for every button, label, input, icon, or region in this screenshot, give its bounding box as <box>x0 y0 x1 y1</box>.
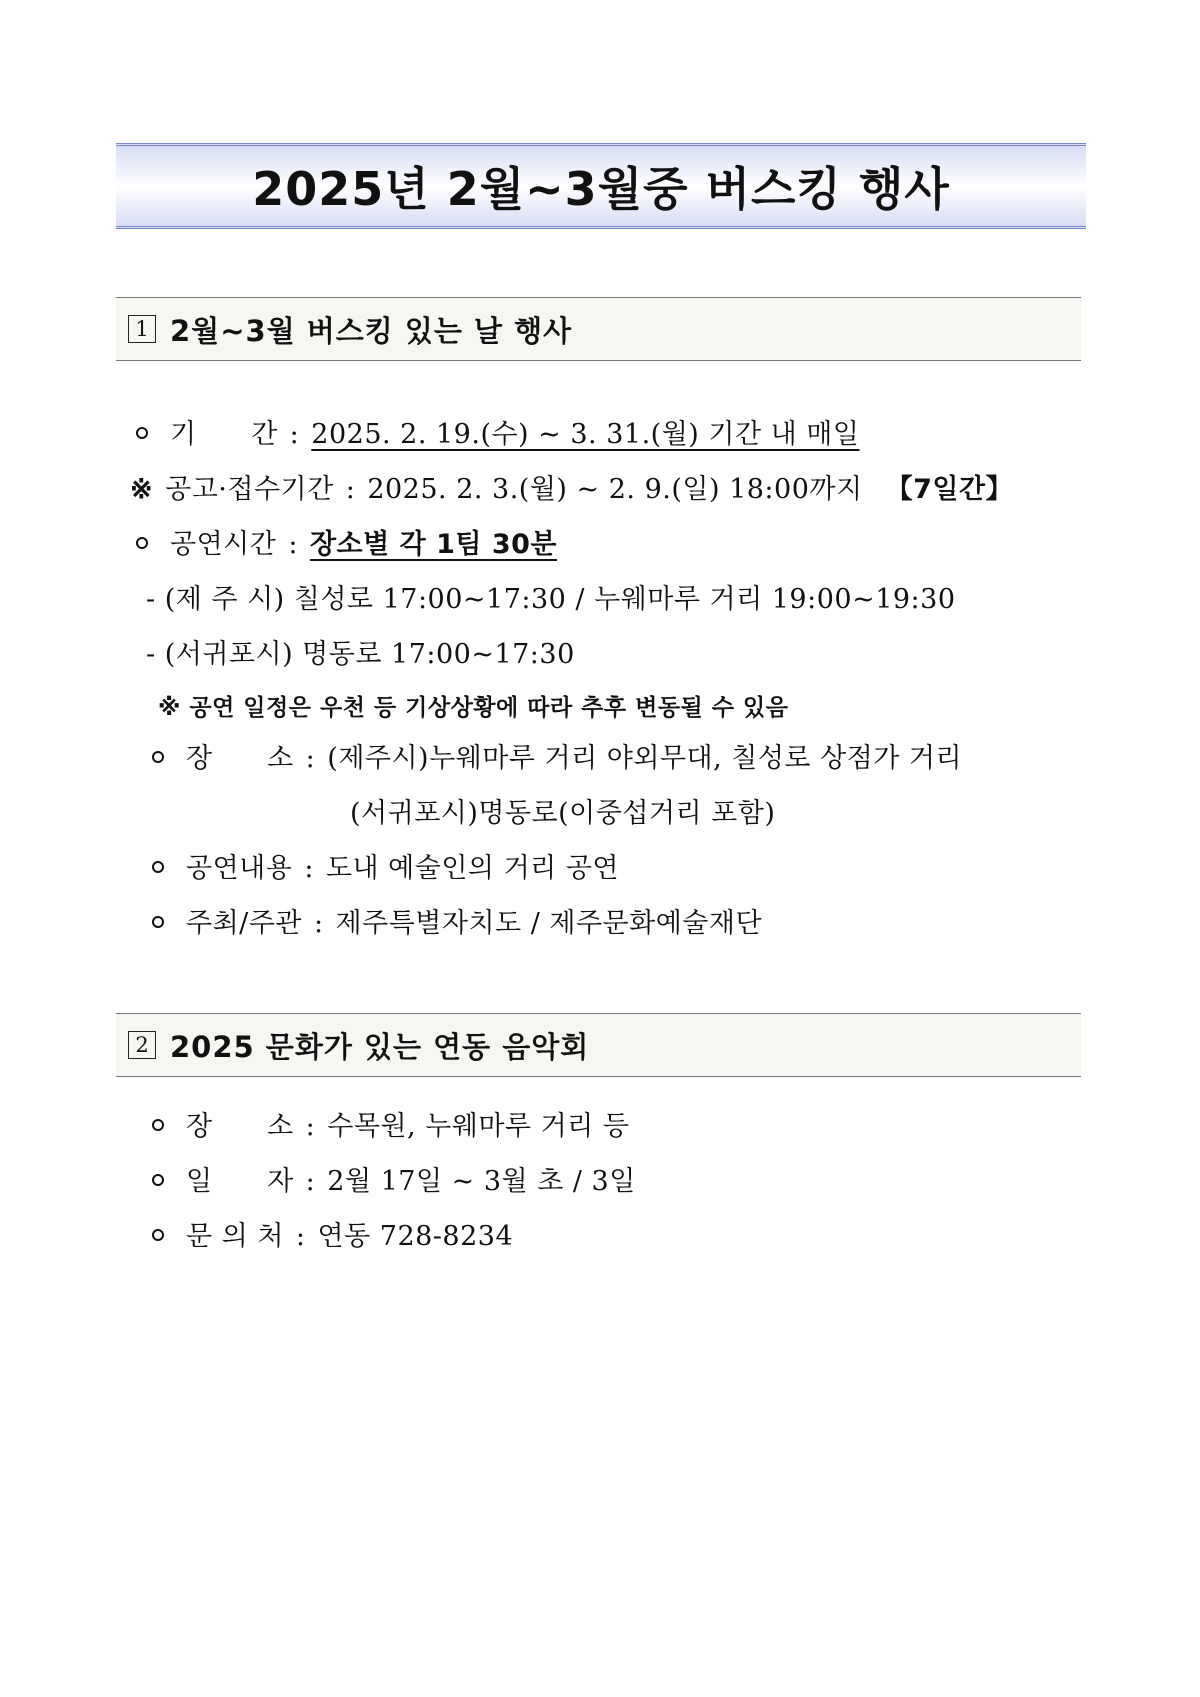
time-value: 장소별 각 1팀 30분 <box>309 529 557 560</box>
content-row <box>152 846 619 885</box>
place-value-1: (제주시)누웨마루 거리 야외무대, 칠성로 상점가 거리 <box>327 743 963 774</box>
circle-bullet-icon <box>152 1174 164 1186</box>
circle-bullet-icon <box>136 537 148 549</box>
colon: : <box>304 853 314 884</box>
section-2-header <box>116 1013 1081 1077</box>
s2-place-value: 수목원, 누웨마루 거리 등 <box>327 1111 630 1142</box>
content-value: 도내 예술인의 거리 공연 <box>325 853 620 884</box>
notice-value: 2025. 2. 3.(월) ~ 2. 9.(일) 18:00까지 <box>367 474 863 505</box>
circle-bullet-icon <box>152 861 164 873</box>
s2-contact-value: 연동 728-8234 <box>317 1221 514 1252</box>
s2-date-value: 2월 17일 ~ 3월 초 / 3일 <box>327 1166 636 1197</box>
content-label: 공연내용 <box>186 853 293 884</box>
section-1-number: 1 <box>128 315 156 343</box>
colon: : <box>289 419 300 450</box>
circle-bullet-icon <box>152 1229 164 1241</box>
host-row <box>152 901 762 940</box>
colon: : <box>305 1166 316 1197</box>
notice-label: 공고·접수기간 <box>165 474 334 505</box>
host-value: 제주특별자치도 / 제주문화예술재단 <box>335 908 763 939</box>
seogwipo-schedule: - (서귀포시) 명동로 17:00~17:30 <box>146 639 575 670</box>
circle-bullet-icon <box>152 916 164 928</box>
time-row <box>136 522 557 561</box>
jeju-schedule: - (제 주 시) 칠성로 17:00~17:30 / 누웨마루 거리 19:00~19:30 <box>146 584 956 615</box>
s2-contact-row <box>152 1214 513 1253</box>
notice-days: 【7일간】 <box>885 474 1014 505</box>
s2-contact-label: 문 의 처 <box>186 1221 284 1252</box>
section-1-title: 2월~3월 버스킹 있는 날 행사 <box>170 313 573 348</box>
host-label: 주최/주관 <box>186 908 302 939</box>
place-row <box>152 736 962 775</box>
section-2-number: 2 <box>128 1031 156 1059</box>
circle-bullet-icon <box>152 751 164 763</box>
period-row <box>136 412 859 451</box>
notice-row <box>130 467 1013 506</box>
weather-note: ※ 공연 일정은 우천 등 기상상황에 따라 추후 변동될 수 있음 <box>158 695 789 721</box>
colon: : <box>305 1111 316 1142</box>
period-label: 기 간 <box>170 419 278 450</box>
section-2-title: 2025 문화가 있는 연동 음악회 <box>170 1029 590 1064</box>
s2-date-label: 일 자 <box>186 1166 294 1197</box>
time-label: 공연시간 <box>170 529 277 560</box>
page-title: 2025년 2월~3월중 버스킹 행사 <box>252 162 950 216</box>
colon: : <box>305 743 316 774</box>
s2-place-label: 장 소 <box>186 1111 294 1142</box>
colon: : <box>313 908 324 939</box>
reference-mark-icon: ※ <box>130 474 154 505</box>
place-value-2: (서귀포시)명동로(이중섭거리 포함) <box>350 798 776 829</box>
page-title-box <box>116 143 1086 229</box>
colon: : <box>295 1221 306 1252</box>
circle-bullet-icon <box>136 427 148 439</box>
colon: : <box>345 474 356 505</box>
place-label: 장 소 <box>186 743 294 774</box>
section-1-header <box>116 297 1081 361</box>
s2-date-row <box>152 1159 636 1198</box>
colon: : <box>288 529 298 560</box>
period-value: 2025. 2. 19.(수) ~ 3. 31.(월) 기간 내 매일 <box>311 419 860 450</box>
circle-bullet-icon <box>152 1119 164 1131</box>
s2-place-row <box>152 1104 629 1143</box>
